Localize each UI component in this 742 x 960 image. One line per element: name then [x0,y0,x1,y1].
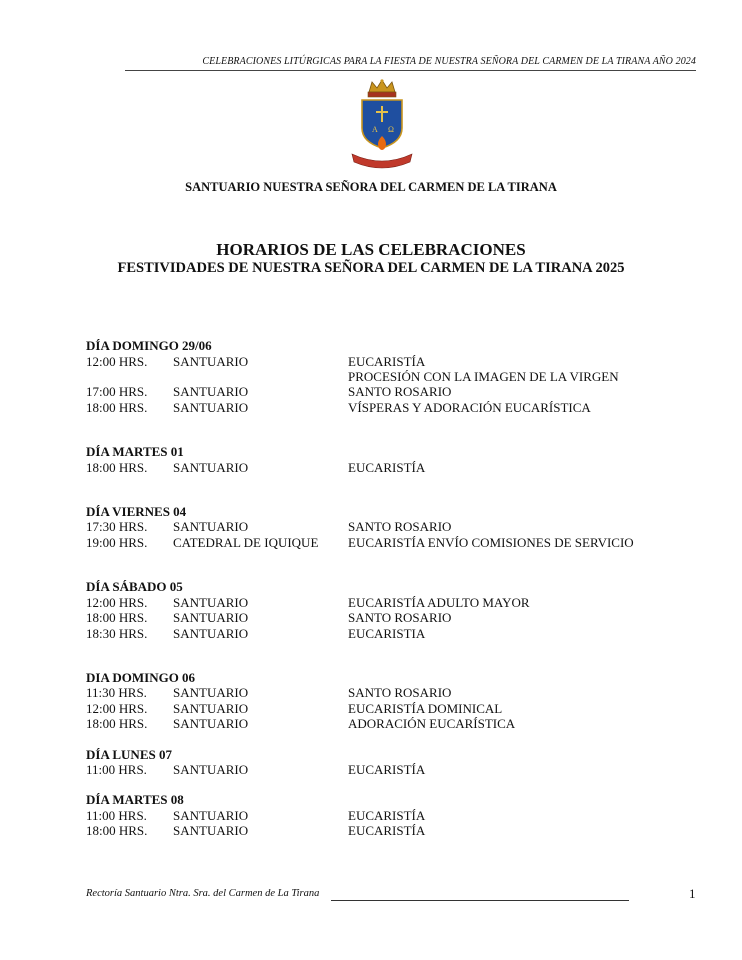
event: SANTO ROSARIO [348,384,452,400]
place: SANTUARIO [173,610,249,626]
day-title: DIA DOMINGO 06 [86,669,196,685]
place: SANTUARIO [173,823,249,839]
place: SANTUARIO [173,807,249,823]
event: EUCARISTÍA [348,762,426,778]
place: SANTUARIO [173,685,249,701]
time: 12:00 HRS. [86,353,148,369]
day-block [86,338,706,415]
schedule-row [86,823,706,838]
schedule-row [86,400,706,415]
schedule-row [86,685,706,700]
time: 11:30 HRS. [86,685,147,701]
place: SANTUARIO [173,716,249,732]
running-header: CELEBRACIONES LITÚRGICAS PARA LA FIESTA DE NUESTRA SEÑORA DEL CARMEN DE LA TIRANA AÑO 2024 [202,56,696,67]
schedule-row [86,762,706,777]
event: VÍSPERAS Y ADORACIÓN EUCARÍSTICA [348,399,591,415]
event: EUCARISTÍA [348,459,426,475]
place: SANTUARIO [173,399,249,415]
place: SANTUARIO [173,625,249,641]
schedule [86,338,706,857]
time: 11:00 HRS. [86,807,147,823]
schedule-row [86,626,706,641]
crown-icon [368,79,396,97]
event: SANTO ROSARIO [348,610,452,626]
schedule-row [86,595,706,610]
time: 19:00 HRS. [86,534,148,550]
event: ADORACIÓN EUCARÍSTICA [348,716,516,732]
place: SANTUARIO [173,384,249,400]
place: SANTUARIO [173,519,249,535]
time: 18:30 HRS. [86,625,148,641]
event: EUCARISTÍA [348,353,426,369]
time: 12:00 HRS. [86,700,148,716]
schedule-row [86,808,706,823]
day-title: DÍA SÁBADO 05 [86,579,183,595]
event: EUCARISTÍA [348,807,426,823]
schedule-row [86,384,706,399]
day-title: DÍA DOMINGO 29/06 [86,338,212,353]
time: 12:00 HRS. [86,594,148,610]
day-title: DÍA VIERNES 04 [86,503,187,519]
ribbon-icon [352,154,412,168]
event: EUCARISTÍA ENVÍO COMISIONES DE SERVICIO [348,534,634,550]
place: SANTUARIO [173,353,249,369]
place: SANTUARIO [173,700,249,716]
schedule-row [86,535,706,550]
day-title: DÍA MARTES 01 [86,444,184,460]
time: 17:00 HRS. [86,384,148,400]
day-block [86,504,706,550]
time: 18:00 HRS. [86,459,148,475]
day-title: DÍA MARTES 08 [86,792,184,808]
place: CATEDRAL DE IQUIQUE [173,534,319,550]
schedule-row [86,354,706,369]
place: SANTUARIO [173,594,249,610]
schedule-row [86,716,706,731]
time: 18:00 HRS. [86,610,148,626]
day-block [86,747,706,778]
alpha-letter: A [372,125,378,134]
place: SANTUARIO [173,762,249,778]
day-block [86,670,706,732]
footer-rule [331,900,629,901]
event: SANTO ROSARIO [348,685,452,701]
schedule-row [86,369,706,384]
event: EUCARISTÍA [348,823,426,839]
page-title: HORARIOS DE LAS CELEBRACIONES [216,240,526,259]
schedule-row [86,460,706,475]
time: 17:30 HRS. [86,519,148,535]
event: EUCARISTÍA DOMINICAL [348,700,503,716]
place: SANTUARIO [173,459,249,475]
time: 11:00 HRS. [86,762,147,778]
page-subtitle: FESTIVIDADES DE NUESTRA SEÑORA DEL CARMEN DE LA TIRANA 2025 [117,260,625,276]
time: 18:00 HRS. [86,399,148,415]
day-block [86,792,706,838]
omega-letter: Ω [388,125,394,134]
schedule-row [86,519,706,534]
day-block [86,579,706,641]
event: EUCARISTIA [348,625,426,641]
footer-text: Rectoría Santuario Ntra. Sra. del Carmen de La Tirana [86,888,320,899]
page-number: 1 [689,886,696,901]
day-block [86,444,706,475]
event: PROCESIÓN CON LA IMAGEN DE LA VIRGEN [348,368,619,384]
header-rule [125,70,696,71]
time: 18:00 HRS. [86,823,148,839]
event: EUCARISTÍA ADULTO MAYOR [348,594,530,610]
sanctuary-crest [348,78,416,170]
schedule-row [86,610,706,625]
time: 18:00 HRS. [86,716,148,732]
sanctuary-name: SANTUARIO NUESTRA SEÑORA DEL CARMEN DE LA TIRANA [185,180,557,194]
event: SANTO ROSARIO [348,519,452,535]
schedule-row [86,701,706,716]
day-title: DÍA LUNES 07 [86,746,172,762]
